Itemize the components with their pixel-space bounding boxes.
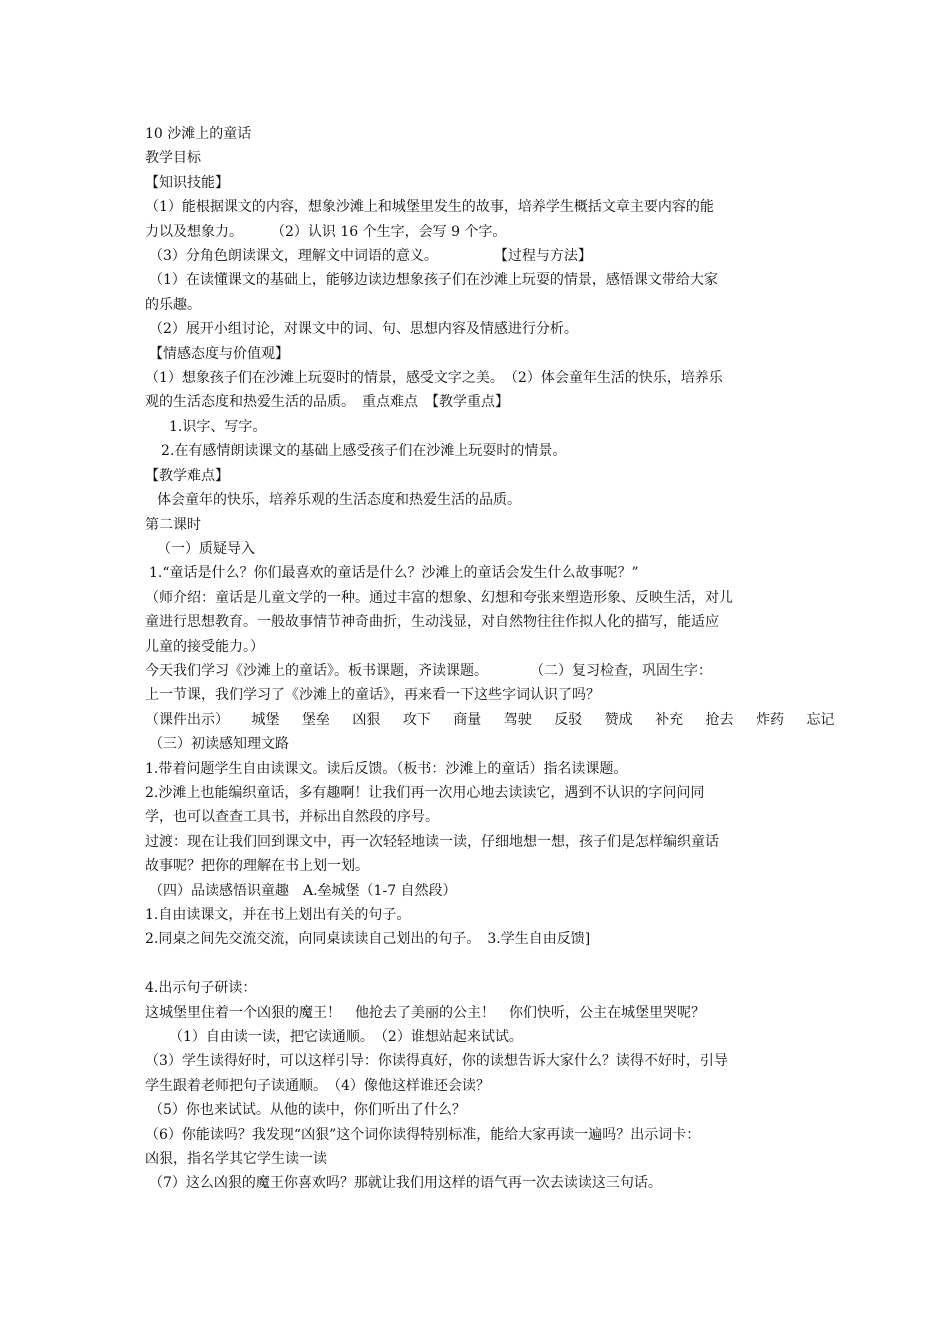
word: 炸药 [755, 711, 784, 728]
text-line: 学生跟着老师把句子读通顺。 （4）像他这样谁还会读？ [145, 1077, 490, 1094]
text-line: 童进行思想教育。一般故事情节神奇曲折，生动浅显，对自然物往往作拟人化的描写，能适应 [145, 614, 719, 631]
doc-title: 10 沙滩上的童话 [145, 126, 252, 142]
text-line: （7）这么凶狠的魔王你喜欢吗？那就让我们用这样的语气再一次去读读这三句话。 [149, 1175, 662, 1192]
text-line: 这城堡里住着一个凶狠的魔王！ 他抢去了美丽的公主！ 你们快听，公主在城堡里哭呢？ [145, 1004, 705, 1021]
text-line: 1.识字、写字。 [169, 418, 267, 435]
text-line: （2）展开小组讨论，对课文中的词、句、思想内容及情感进行分析。 [149, 321, 578, 338]
subheading: （一）质疑导入 [157, 540, 255, 557]
text-line: 2.同桌之间先交流交流，向同桌读读自己划出的句子。 3.学生自由反馈] [145, 931, 591, 948]
text-line: （3）学生读得好时，可以这样引导：你读得真好，你的读想告诉大家什么？读得不好时，引导 [145, 1053, 728, 1070]
word: 忘记 [806, 711, 835, 728]
word: 赞成 [604, 711, 633, 728]
word: 商量 [453, 711, 482, 728]
word: 堡垒 [301, 711, 330, 728]
text-line: 过渡：现在让我们回到课文中，再一次轻轻地读一读，仔细地想一想，孩子们是怎样编织童话 [145, 833, 719, 850]
text-line: （5）你也来试试。从他的读中，你们听出了什么？ [149, 1102, 466, 1119]
blank-line [145, 952, 815, 976]
word: 抢去 [705, 711, 734, 728]
text-line: 学，也可以查查工具书，并标出自然段的序号。 [145, 809, 439, 826]
text-line: 2.沙滩上也能编织童话，多有趣啊！让我们再一次用心地去读读它，遇到不认识的字问问同 [145, 784, 705, 801]
text-line: 体会童年的快乐，培养乐观的生活态度和热爱生活的品质。 [157, 492, 521, 509]
text-line: （1）能根据课文的内容，想象沙滩上和城堡里发生的故事，培养学生概括文章主要内容的能 [145, 199, 714, 216]
subheading: （四）品读感悟识童趣 A.垒城堡（1-7 自然段） [149, 882, 457, 899]
subheading: 【知识技能】 [145, 174, 229, 191]
text-line: 上一节课，我们学习了《沙滩上的童话》，再来看一下这些字词认识了吗？ [145, 687, 600, 704]
text-line: 1.“童话是什么？你们最喜欢的童话是什么？沙滩上的童话会发生什么故事呢？” [149, 565, 639, 582]
word: 凶狠 [352, 711, 381, 728]
text-line: （1）在读懂课文的基础上，能够边读边想象孩子们在沙滩上玩耍的情景，感悟课文带给大家 [149, 272, 718, 289]
word-list [145, 708, 835, 732]
text-line: 2.在有感情朗读课文的基础上感受孩子们在沙滩上玩耍时的情景。 [161, 443, 567, 460]
text-line: （师介绍：童话是儿童文学的一种。通过丰富的想象、幻想和夸张来塑造形象、反映生活，对儿 [145, 589, 733, 606]
word: 城堡 [251, 711, 280, 728]
text-line: 儿童的接受能力。） [145, 638, 264, 655]
text-line: 1.自由读课文，并在书上划出有关的句子。 [145, 907, 411, 923]
subheading: 【教学难点】 [145, 467, 229, 484]
text-line: 故事呢？把你的理解在书上划一划。 [145, 858, 369, 875]
text-line: （6）你能读吗？我发现“凶狠”这个词你读得特别标准，能给大家再读一遍吗？出示词卡： [145, 1126, 701, 1143]
word: 补充 [655, 711, 684, 728]
subheading: （三）初读感知理文路 [149, 736, 289, 753]
word: 反驳 [554, 711, 583, 728]
word: 驾驶 [503, 711, 532, 728]
word: 攻下 [402, 711, 431, 728]
text-line: 今天我们学习《沙滩上的童话》。板书课题，齐读课题。 （二）复习检查，巩固生字： [145, 662, 712, 679]
section-heading: 教学目标 [145, 150, 201, 167]
text-line: 的乐趣。 [145, 296, 201, 313]
text-line: （1）自由读一读，把它读通顺。 （2）谁想站起来试试。 [169, 1029, 523, 1046]
text-line: 4.出示句子研读： [145, 980, 257, 997]
document-body [145, 122, 835, 1196]
text-line: （1）想象孩子们在沙滩上玩耍时的情景，感受文字之美。 （2）体会童年生活的快乐，培养乐 [145, 370, 723, 387]
subheading: 【情感态度与价值观】 [149, 345, 289, 362]
section-heading: 第二课时 [145, 516, 201, 533]
text-line: 力以及想象力。 （2）认识 16 个生字，会写 9 个字。 [145, 223, 507, 240]
text-line: 凶狠，指名学其它学生读一读 [145, 1151, 327, 1168]
text-line: （3）分角色朗读课文，理解文中词语的意义。 【过程与方法】 [149, 248, 592, 265]
text-line: 观的生活态度和热爱生活的品质。 重点难点 【教学重点】 [145, 394, 509, 411]
word-list-prefix: （课件出示） [145, 711, 229, 728]
text-line: 1.带着问题学生自由读课文。读后反馈。（板书：沙滩上的童话）指名读课题。 [145, 760, 628, 777]
